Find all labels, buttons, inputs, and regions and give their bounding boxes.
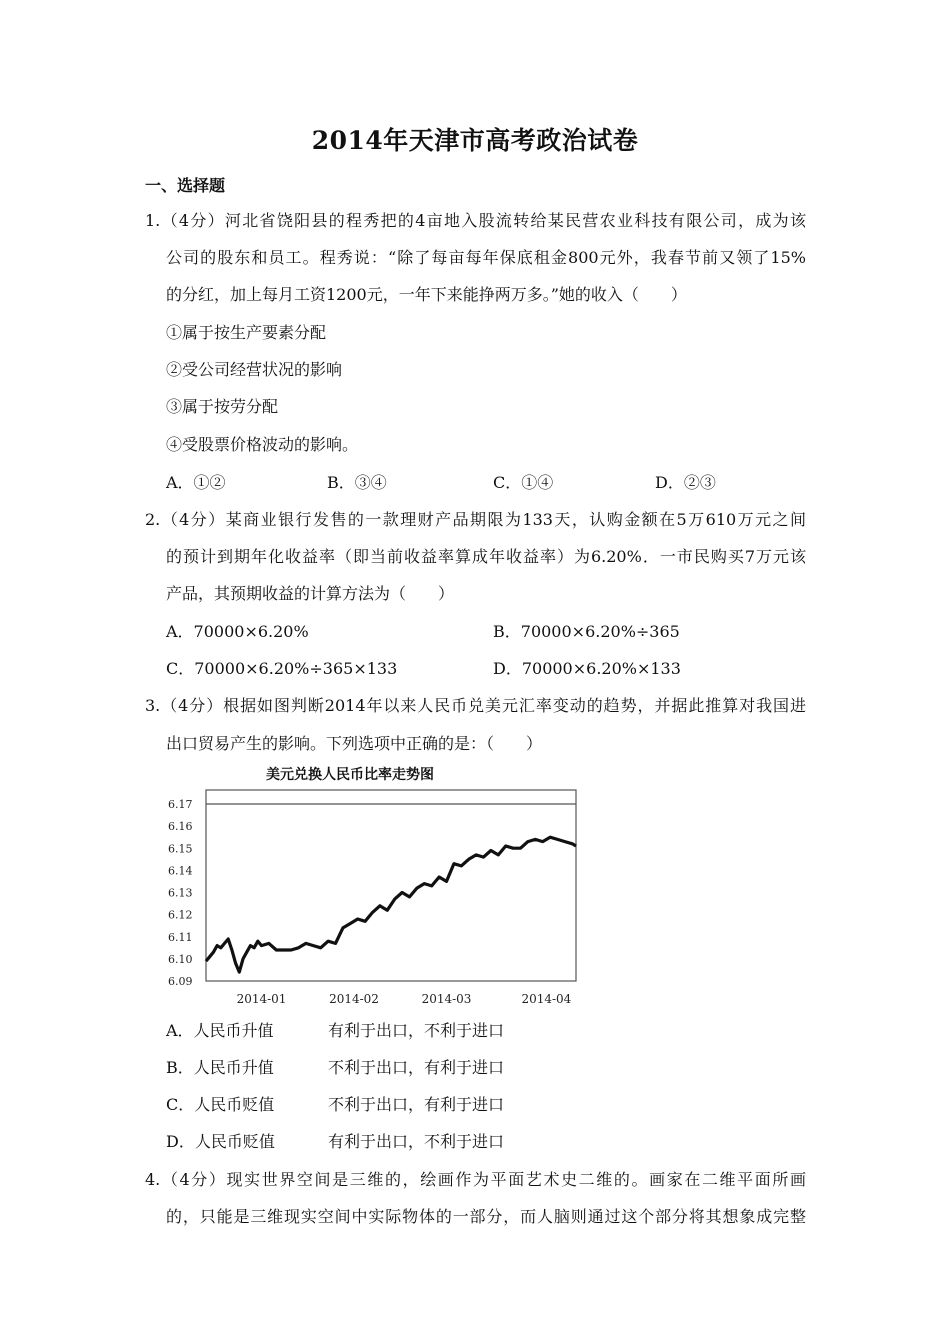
q4-stem-line1: 4.（4分）现实世界空间是三维的，绘画作为平面艺术史二维的。画家在二维平面所画 xyxy=(145,1170,806,1189)
q3-option-b-label: B．人民币升值 xyxy=(166,1058,274,1077)
q2-option-b: B．70000×6.20%÷365 xyxy=(493,622,680,641)
q3-option-d-text: 有利于出口，不利于进口 xyxy=(328,1132,505,1151)
y-tick-label: 6.11 xyxy=(168,930,193,944)
q1-option-a: A．①② xyxy=(166,473,226,492)
plot-frame xyxy=(206,790,576,981)
q1-item-4: ④受股票价格波动的影响。 xyxy=(166,435,359,454)
y-tick-label: 6.10 xyxy=(168,952,193,966)
x-tick-label: 2014-04 xyxy=(521,992,572,1006)
page-title: 2014年天津市高考政治试卷 xyxy=(311,126,639,155)
q3-option-b-text: 不利于出口，有利于进口 xyxy=(328,1058,505,1077)
exchange-rate-chart xyxy=(160,762,580,1010)
x-tick-label: 2014-03 xyxy=(421,992,472,1006)
q3-stem-line2: 出口贸易产生的影响。下列选项中正确的是：（ ） xyxy=(166,734,543,753)
q3-option-a-text: 有利于出口，不利于进口 xyxy=(328,1021,505,1040)
q1-stem-line1: 1.（4分）河北省饶阳县的程秀把的4亩地入股流转给某民营农业科技有限公司，成为该 xyxy=(145,211,806,230)
chart-title: 美元兑换人民币比率走势图 xyxy=(266,767,434,783)
q2-stem-line1: 2.（4分）某商业银行发售的一款理财产品期限为133天，认购金额在5万610万元之间 xyxy=(145,510,806,529)
x-tick-label: 2014-02 xyxy=(329,992,379,1006)
q3-option-a-label: A．人民币升值 xyxy=(166,1021,274,1040)
q2-option-a: A．70000×6.20% xyxy=(166,622,309,641)
q4-stem-line2: 的，只能是三维现实空间中实际物体的一部分，而人脑则通过这个部分将其想象成完整 xyxy=(166,1207,806,1226)
q1-option-c: C．①④ xyxy=(493,473,554,492)
y-tick-label: 6.09 xyxy=(168,975,193,988)
q1-item-2: ②受公司经营状况的影响 xyxy=(166,360,343,379)
y-tick-label: 6.16 xyxy=(168,820,193,834)
q3-stem-line1: 3.（4分）根据如图判断2014年以来人民币兑美元汇率变动的趋势，并据此推算对我国进 xyxy=(145,696,806,715)
q3-option-d-label: D．人民币贬值 xyxy=(166,1132,275,1151)
q1-item-1: ①属于按生产要素分配 xyxy=(166,323,327,342)
q1-option-b: B．③④ xyxy=(327,473,387,492)
y-tick-label: 6.12 xyxy=(168,908,193,922)
q3-option-c-label: C．人民币贬值 xyxy=(166,1095,275,1114)
y-tick-label: 6.17 xyxy=(168,798,193,811)
x-tick-label: 2014-01 xyxy=(236,992,287,1006)
q1-stem-line3: 的分红，加上每月工资1200元，一年下来能挣两万多。”她的收入（ ） xyxy=(166,285,687,304)
y-tick-label: 6.15 xyxy=(168,842,193,856)
q2-stem-line3: 产品，其预期收益的计算方法为（ ） xyxy=(166,584,455,603)
q2-option-d: D．70000×6.20%×133 xyxy=(493,659,681,678)
q1-stem-line2: 公司的股东和员工。程秀说：“除了每亩每年保底租金800元外，我春节前又领了15% xyxy=(166,248,806,267)
q3-option-c-text: 不利于出口，有利于进口 xyxy=(328,1095,505,1114)
section-heading: 一、选择题 xyxy=(145,176,226,195)
q1-item-3: ③属于按劳分配 xyxy=(166,397,279,416)
q2-stem-line2: 的预计到期年化收益率（即当前收益率算成年收益率）为6.20%．一市民购买7万元该 xyxy=(166,547,806,566)
q2-option-c: C．70000×6.20%÷365×133 xyxy=(166,659,398,678)
series-line xyxy=(206,837,576,972)
q1-option-d: D．②③ xyxy=(655,473,716,492)
y-tick-label: 6.14 xyxy=(168,864,193,878)
y-tick-label: 6.13 xyxy=(168,886,193,900)
chart-svg xyxy=(160,762,580,1010)
